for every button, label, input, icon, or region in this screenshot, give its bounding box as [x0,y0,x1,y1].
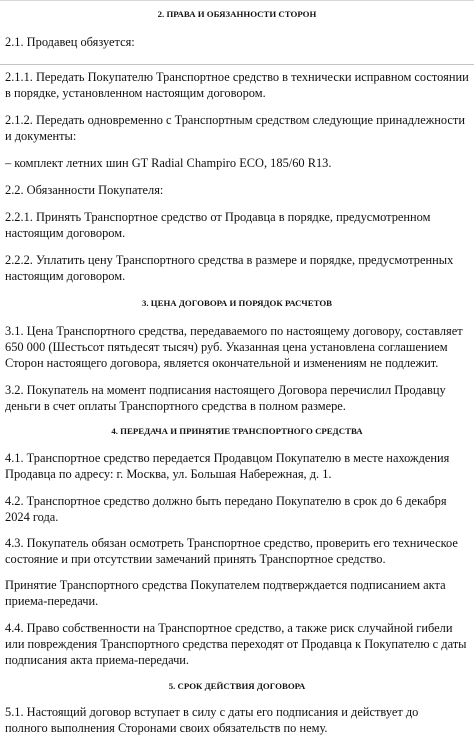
section-divider [0,64,474,65]
paragraph-line: Сторон настоящего договора, является окончательной и изменениям не подлежит. [5,356,439,370]
paragraph-line: состояние и при отсутствии замечаний принять Транспортное средство. [5,552,386,566]
paragraph-line: подписания акта приема-передачи. [5,653,190,667]
top-divider [0,0,474,1]
paragraph-line: деньги в счет оплаты Транспортного средства в полном размере. [5,399,346,413]
paragraph-line: 2.2.1. Принять Транспортное средство от Продавца в порядке, предусмотренном [5,210,431,224]
paragraph-line: в порядке, установленном настоящим договором. [5,86,266,100]
paragraph-line: настоящим договором. [5,269,126,283]
paragraph-line: 3.1. Цена Транспортного средства, передаваемого по настоящему договору, составляет [5,324,463,338]
section-heading: 3. ЦЕНА ДОГОВОРА И ПОРЯДОК РАСЧЕТОВ [141,298,333,308]
paragraph-line: 4.1. Транспортное средство передается Продавцом Покупателю в месте нахождения [5,451,450,465]
paragraph-line: или повреждения Транспортного средства переходят от Продавца к Покупателю с даты [5,637,467,651]
paragraph-line: 4.3. Покупатель обязан осмотреть Транспортное средство, проверить его техническое [5,536,458,550]
paragraph-line: 2024 года. [5,510,59,524]
paragraph-line: и документы: [5,129,77,143]
paragraph-line: 2.2.2. Уплатить цену Транспортного средства в размере и порядке, предусмотренных [5,253,454,267]
paragraph-line: 2.2. Обязанности Покупателя: [5,183,164,197]
paragraph-line: 650 000 (Шестьсот пятьдесят тысяч) руб. Указанная цена установлена соглашением [5,340,448,354]
paragraph-line: – комплект летних шин GT Radial Champiro ECO, 185/60 R13. [5,156,332,170]
paragraph-line: Принятие Транспортного средства Покупателем подтверждается подписанием акта [5,578,446,592]
paragraph-line: 4.2. Транспортное средство должно быть передано Покупателю в срок до 6 декабря [5,494,447,508]
paragraph-line: 2.1. Продавец обязуется: [5,35,135,49]
paragraph-line: 2.1.1. Передать Покупателю Транспортное средство в технически исправном состоянии [5,70,469,84]
section-heading: 2. ПРАВА И ОБЯЗАННОСТИ СТОРОН [157,9,317,19]
paragraph-line: полного выполнения Сторонами своих обязательств по нему. [5,721,328,735]
paragraph-line: настоящим договором. [5,226,126,240]
paragraph-line: 2.1.2. Передать одновременно с Транспортным средством следующие принадлежности [5,113,465,127]
paragraph-line: Продавца по адресу: г. Москва, ул. Большая Набережная, д. 1. [5,467,332,481]
section-heading: 5. СРОК ДЕЙСТВИЯ ДОГОВОРА [168,681,306,691]
paragraph-line: приема-передачи. [5,594,99,608]
section-heading: 4. ПЕРЕДАЧА И ПРИНЯТИЕ ТРАНСПОРТНОГО СРЕДСТВА [111,426,363,436]
paragraph-line: 5.1. Настоящий договор вступает в силу с даты его подписания и действует до [5,705,419,719]
paragraph-line: 4.4. Право собственности на Транспортное средство, а также риск случайной гибели [5,621,453,635]
paragraph-line: 3.2. Покупатель на момент подписания настоящего Договора перечислил Продавцу [5,383,446,397]
